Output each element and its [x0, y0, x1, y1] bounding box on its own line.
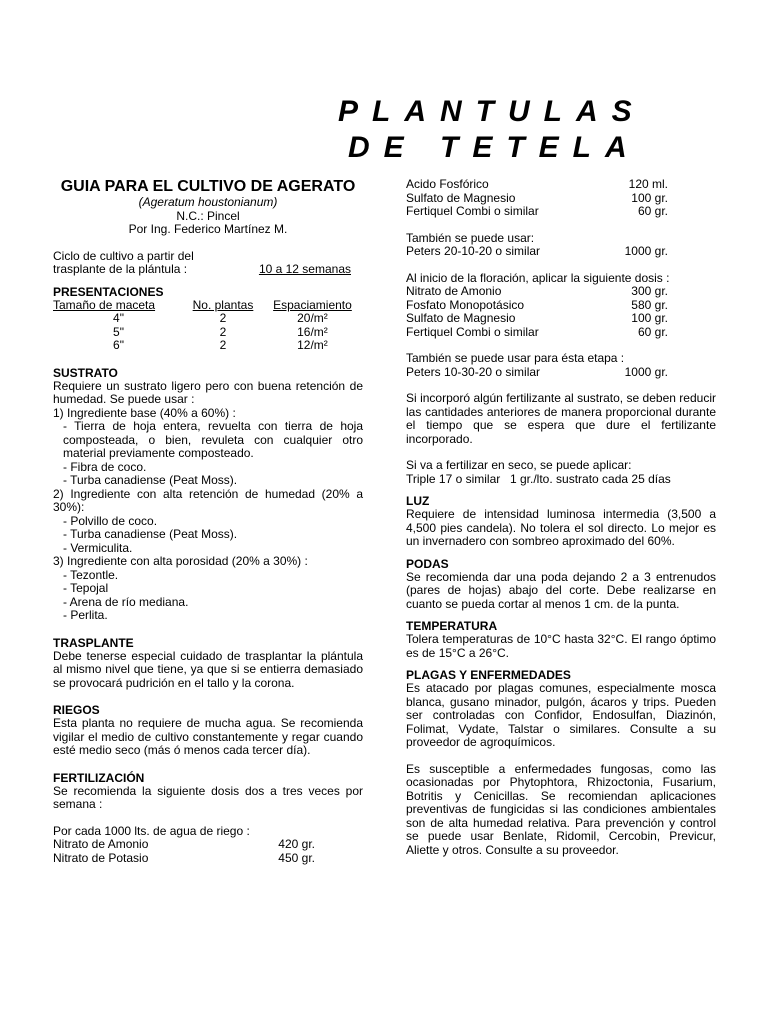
list-item: 1) Ingrediente base (40% a 60%) : — [53, 405, 236, 420]
table-cell: 12/m² — [297, 338, 328, 352]
fert-note: Si incorporó algún fertilizante al sustrato, se deben reducir las cantidades anteriores de manera proporcional durante el tiempo que se espera que dure el fertilizante incorporado. — [406, 391, 716, 446]
table-cell: 5" — [113, 324, 124, 339]
dose-row — [53, 838, 315, 852]
dose-row — [406, 178, 668, 192]
cycle-row — [53, 263, 363, 277]
list-item: - Tezontle. — [63, 567, 119, 582]
cycle-value: 10 a 12 semanas — [258, 262, 351, 276]
table-cell: 2 — [219, 338, 227, 352]
table-cell: 2 — [219, 311, 227, 325]
alt-item: Peters 20-10-20 o similar 1000 gr. — [406, 244, 668, 258]
brand-line-2: DE TETELA — [348, 131, 641, 164]
dose-row — [406, 312, 668, 326]
table-cell: 2 — [219, 324, 227, 339]
riegos-heading: RIEGOS — [53, 703, 100, 717]
table-cell: 20/m² — [297, 311, 328, 325]
luz-text: Requiere de intensidad luminosa intermedia (3,500 a 4,500 pies candela). No tolera el sol directo. Lo mejor es un invernadero con sombreo aproximado del 60%. — [406, 507, 716, 548]
sustrato-heading: SUSTRATO — [53, 365, 118, 380]
cycle-label-2: trasplante de la plántula : — [53, 262, 188, 276]
fertilizacion-per: Por cada 1000 lts. de agua de riego : — [53, 823, 250, 838]
list-item: 3) Ingrediente con alta porosidad (20% a 30%) : — [53, 554, 308, 568]
riegos-text: Esta planta no requiere de mucha agua. Se recomienda vigilar el medio de cultivo constantemente y regar cuando esté medio seco (más ó menos cada tercer día). — [53, 716, 363, 757]
presentaciones-table — [53, 299, 363, 353]
dose-name: Fosfato Monopotásico — [406, 297, 525, 312]
dose-row — [406, 205, 668, 219]
dose-value: 450 gr. — [278, 850, 315, 865]
dose-value: 60 gr. — [637, 204, 668, 218]
fert-left-list — [53, 838, 315, 865]
plagas-text-1: Es atacado por plagas comunes, especialmente mosca blanca, gusano minador, pulgón, ácaros y trips. Pueden ser controladas con Confidor, Endosulfan, Diazinón, Folimat, Vydate, Talstar o similares. Consulte a su proveedor de agroquímicos. — [406, 681, 716, 749]
dose-name: Sulfato de Magnesio — [406, 190, 516, 205]
trasplante-heading: TRASPLANTE — [53, 635, 134, 650]
dose-name: Acido Fosfórico — [406, 177, 489, 191]
brand-title — [338, 94, 646, 166]
table-cell: 6" — [113, 338, 124, 352]
flor-label: Al inicio de la floración, aplicar la siguiente dosis : — [406, 270, 670, 285]
page-title: GUIA PARA EL CULTIVO DE AGERATO — [60, 178, 356, 195]
dose-value: 580 gr. — [631, 297, 668, 312]
dose-name: Sulfato de Magnesio — [406, 311, 516, 325]
list-item: - Turba canadiense (Peat Moss). — [63, 473, 238, 487]
plagas-heading: PLAGAS Y ENFERMEDADES — [406, 668, 571, 682]
table-header: Tamaño de maceta — [53, 297, 156, 312]
fertilizacion-intro: Se recomienda la siguiente dosis dos a tres veces por semana : — [53, 783, 363, 811]
dose-value: 420 gr. — [278, 837, 315, 851]
temperatura-heading: TEMPERATURA — [406, 619, 498, 633]
luz-heading: LUZ — [406, 494, 430, 508]
table-header: No. plantas — [192, 297, 254, 312]
list-item: - Polvillo de coco. — [63, 513, 158, 528]
dose-name: Nitrato de Amonio — [406, 284, 502, 298]
list-item: - Vermiculita. — [63, 540, 133, 555]
table-row — [53, 339, 363, 353]
sustrato-list — [53, 407, 363, 623]
dose-name: Nitrato de Potasio — [53, 850, 149, 865]
table-cell: 4" — [113, 311, 124, 325]
dose-value: 100 gr. — [631, 311, 668, 325]
table-row — [53, 326, 363, 340]
scientific-name: (Ageratum houstonianum) — [138, 195, 278, 209]
table-header: Espaciamiento — [273, 297, 352, 312]
list-item: - Perlita. — [63, 608, 108, 622]
sustrato-intro: Requiere un sustrato ligero pero con buena retención de humedad. Se puede usar : — [53, 378, 363, 406]
brand-line-1: PLANTULAS — [338, 95, 646, 128]
dose-value: 60 gr. — [637, 324, 668, 339]
fertilizacion-heading: FERTILIZACIÓN — [53, 770, 145, 785]
list-item: - Turba canadiense (Peat Moss). — [63, 527, 238, 541]
list-item: 2) Ingrediente con alta retención de humedad (20% a 30%): — [53, 486, 363, 514]
presentaciones-heading: PRESENTACIONES — [53, 284, 164, 299]
list-item: - Arena de río mediana. — [63, 594, 189, 609]
dose-row — [406, 285, 668, 299]
right-column — [406, 178, 716, 857]
dose-name: Nitrato de Amonio — [53, 837, 149, 851]
podas-text: Se recomienda dar una poda dejando 2 a 3 entrenudos (pares de hojas) abajo del corte. Debe realizarse en cuanto se pueda cortar al menos 1 cm. de la punta. — [406, 569, 716, 611]
table-cell: 16/m² — [297, 324, 328, 339]
dose-value: 300 gr. — [631, 284, 668, 298]
dose-value: 100 gr. — [631, 190, 668, 205]
seco-item: Triple 17 o similar 1 gr./lto. sustrato cada 25 días — [406, 471, 671, 486]
table-row — [53, 312, 363, 326]
seco-label: Si va a fertilizar en seco, se puede aplicar: — [406, 458, 632, 472]
temperatura-text: Tolera temperaturas de 10°C hasta 32°C. El rango óptimo es de 15°C a 26°C. — [406, 632, 716, 660]
author: Por Ing. Federico Martínez M. — [128, 222, 288, 236]
fert-right-list — [406, 178, 668, 219]
dose-name: Fertiquel Combi o similar — [406, 324, 539, 339]
list-item: - Fibra de coco. — [63, 459, 147, 474]
dose-value: 120 ml. — [628, 177, 668, 191]
left-column — [53, 178, 363, 865]
list-item: - Tierra de hoja entera, revuelta con tierra de hoja composteada, o bien, revuleta con cualquier otro material previamente composteado. — [63, 419, 363, 460]
dose-row — [53, 852, 315, 866]
list-item: - Tepojal — [63, 581, 109, 595]
podas-heading: PODAS — [406, 556, 449, 571]
alt2-item: Peters 10-30-20 o similar 1000 gr. — [406, 364, 668, 379]
trasplante-text: Debe tenerse especial cuidado de trasplantar la plántula al mismo nivel que tiene, ya que si se entierra demasiado se provocará pudrición en el tallo y la corona. — [53, 648, 363, 690]
alt-label: También se puede usar: — [406, 230, 535, 245]
dose-row — [406, 299, 668, 313]
plagas-text-2: Es susceptible a enfermedades fungosas, como las ocasionadas por Phytophtora, Rhizoctonia, Fusarium, Botritis y Cenicillas. Se recomiendan aplicaciones preventivas de fungicidas si las condiciones ambientales son de alta humedad relativa. Para prevención y control se puede usar Benlate, Ridomil, Cercobin, Previcur, Aliette y otros. Consulte a su proveedor. — [406, 761, 716, 857]
cycle-label-1: Ciclo de cultivo a partir del — [53, 248, 194, 263]
alt2-label: También se puede usar para ésta etapa : — [406, 351, 625, 365]
dose-row — [406, 192, 668, 206]
dose-name: Fertiquel Combi o similar — [406, 204, 539, 218]
dose-row — [406, 326, 668, 340]
common-name: N.C.: Pincel — [176, 208, 240, 223]
flor-list — [406, 285, 668, 339]
